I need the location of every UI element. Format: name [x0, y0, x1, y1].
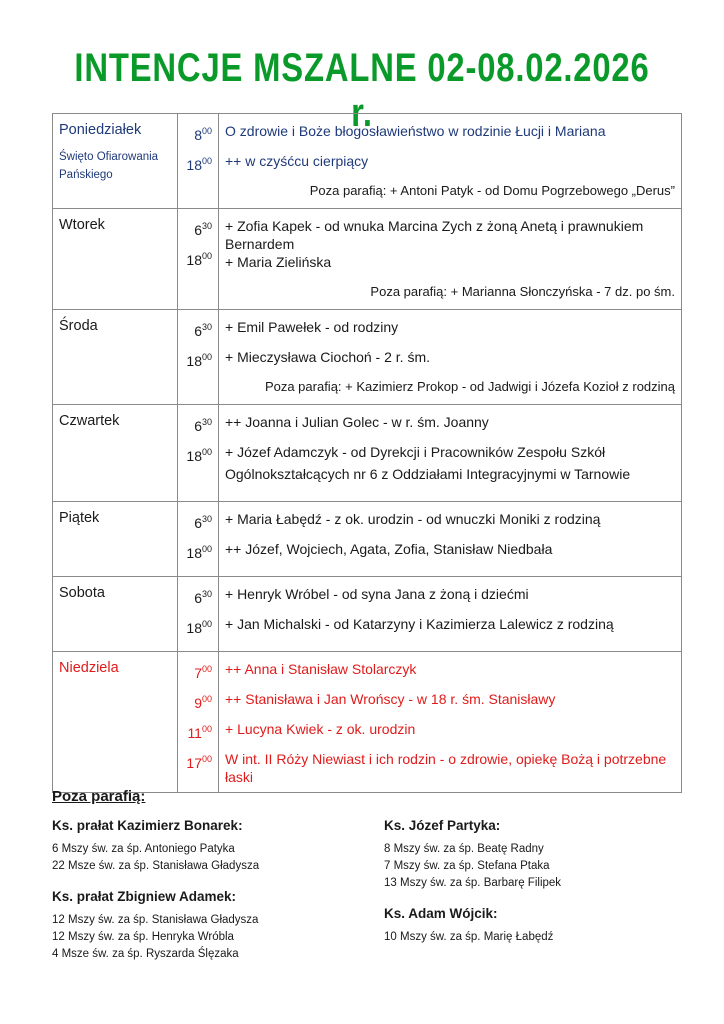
table-row	[53, 114, 682, 209]
mass-time: $6^{30}$	[194, 417, 212, 434]
priest-group	[384, 818, 684, 892]
mass-intention: W int. II Róży Niewiast i ich rodzin - o zdrowie, opiekę Bożą i potrzebne łaski	[225, 751, 667, 785]
list-item: 8 Mszy św. za śp. Beatę Radny	[384, 843, 544, 855]
day-name: Sobota	[59, 585, 105, 601]
mass-intention: + Emil Pawełek - od rodziny	[225, 319, 399, 335]
mass-intention: + Józef Adamczyk - od Dyrekcji i Pracowników Zespołu Szkół Ogólnokształcących nr 6 z Oddziałami Integracyjnymi w Tarnowie	[225, 444, 631, 482]
table-row	[53, 502, 682, 577]
mass-time: $18^{00}$	[186, 619, 212, 636]
day-name: Poniedziałek	[59, 122, 142, 138]
mass-time: $6^{30}$	[194, 322, 212, 339]
mass-intention: O zdrowie i Boże błogosławieństwo w rodzinie Łucji i Mariana	[225, 123, 606, 139]
outside-parish-section	[52, 788, 682, 960]
table-row	[53, 209, 682, 310]
mass-intention: + Maria Zielińska	[225, 254, 332, 270]
mass-time: $18^{00}$	[186, 251, 212, 268]
feast-name: Święto Ofiarowania Pańskiego	[59, 151, 159, 181]
outside-parish-intention: Poza parafią: + Antoni Patyk - od Domu Pogrzebowego „Derus”	[309, 183, 675, 198]
mass-time: $17^{00}$	[186, 754, 212, 771]
outside-parish-intention: Poza parafią: + Kazimierz Prokop - od Jadwigi i Józefa Kozioł z rodziną	[264, 379, 675, 394]
page-title: INTENCJE MSZALNE 02-08.02.2026 r.	[74, 46, 650, 135]
list-item: 4 Msze św. za śp. Ryszarda Ślęzaka	[52, 948, 239, 960]
day-name: Czwartek	[59, 413, 120, 429]
list-item: 12 Mszy św. za śp. Stanisława Gładysza	[52, 914, 259, 926]
mass-time: $6^{30}$	[194, 589, 212, 606]
mass-time: $11^{00}$	[187, 724, 212, 741]
list-item: 13 Mszy św. za śp. Barbarę Filipek	[384, 877, 562, 889]
mass-intention: + Maria Łabędź - z ok. urodzin - od wnuczki Moniki z rodziną	[225, 511, 601, 527]
mass-time: $7^{00}$	[194, 664, 212, 681]
section-heading: Poza parafią:	[52, 788, 146, 805]
left-column	[52, 818, 352, 977]
table-row	[53, 652, 682, 793]
mass-time: $18^{00}$	[186, 352, 212, 369]
mass-time: $18^{00}$	[186, 544, 212, 561]
table-row	[53, 405, 682, 502]
right-column	[384, 818, 684, 960]
mass-intention: + Mieczysława Ciochoń - 2 r. śm.	[225, 349, 431, 365]
mass-time: $6^{30}$	[194, 221, 212, 238]
outside-parish-intention: Poza parafią: + Marianna Słonczyńska - 7 dz. po śm.	[370, 284, 675, 299]
priest-group	[384, 906, 684, 946]
priest-group	[52, 889, 352, 963]
list-item: 22 Msze św. za śp. Stanisława Gładysza	[52, 860, 260, 872]
list-item: 6 Mszy św. za śp. Antoniego Patyka	[52, 843, 235, 855]
priest-name: Ks. Adam Wójcik:	[384, 906, 498, 921]
list-item: 7 Mszy św. za śp. Stefana Ptaka	[384, 860, 550, 872]
mass-time: $9^{00}$	[194, 694, 212, 711]
mass-intention: + Zofia Kapek - od wnuka Marcina Zych z żoną Anetą i prawnukiem Bernardem	[225, 218, 644, 252]
day-name: Piątek	[59, 510, 100, 526]
table-row	[53, 577, 682, 652]
mass-intention: + Henryk Wróbel - od syna Jana z żoną i dziećmi	[225, 586, 529, 602]
day-name: Niedziela	[59, 660, 119, 676]
day-name: Wtorek	[59, 217, 105, 233]
mass-time: $18^{00}$	[186, 156, 212, 173]
mass-schedule-table	[52, 113, 682, 793]
mass-time: $18^{00}$	[186, 447, 212, 464]
mass-intention: ++ w czyśćcu cierpiący	[225, 153, 369, 169]
mass-intention: ++ Józef, Wojciech, Agata, Zofia, Stanisław Niedbała	[225, 541, 553, 557]
mass-intention: + Lucyna Kwiek - z ok. urodzin	[225, 721, 416, 737]
priest-name: Ks. Józef Partyka:	[384, 818, 501, 833]
mass-time: $8^{00}$	[194, 126, 212, 143]
mass-intention: + Jan Michalski - od Katarzyny i Kazimierza Lalewicz z rodziną	[225, 616, 614, 632]
mass-intention: ++ Anna i Stanisław Stolarczyk	[225, 661, 417, 677]
priest-name: Ks. prałat Kazimierz Bonarek:	[52, 818, 243, 833]
list-item: 10 Mszy św. za śp. Marię Łabędź	[384, 931, 554, 943]
table-row	[53, 310, 682, 405]
mass-intention: ++ Stanisława i Jan Wrońscy - w 18 r. śm. Stanisławy	[225, 691, 556, 707]
mass-time: $6^{30}$	[194, 514, 212, 531]
day-name: Środa	[59, 318, 98, 334]
list-item: 12 Mszy św. za śp. Henryka Wróbla	[52, 931, 234, 943]
priest-name: Ks. prałat Zbigniew Adamek:	[52, 889, 237, 904]
priest-group	[52, 818, 352, 875]
mass-intention: ++ Joanna i Julian Golec - w r. śm. Joanny	[225, 414, 489, 430]
